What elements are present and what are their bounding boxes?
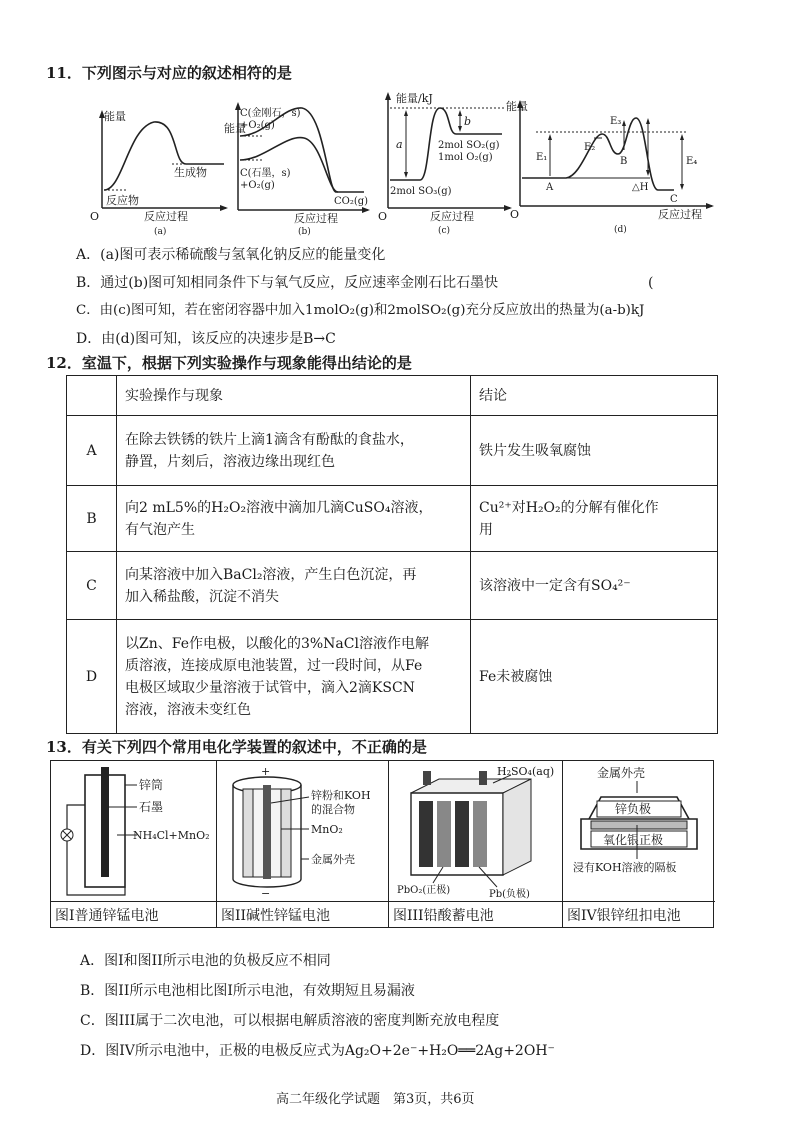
q11-option-b: B．通过(b)图可知相同条件下与氧气反应，反应速率金刚石比石墨快 [76, 275, 499, 291]
fig-d-e4: E₄ [686, 156, 698, 167]
fig3-caption: 图III铅酸蓄电池 [389, 901, 562, 927]
row-concl: Fe未被腐蚀 [471, 620, 718, 734]
row-op-line: 加入稀盐酸，沉淀不消失 [125, 588, 279, 605]
header-label-cell [67, 376, 117, 416]
fig-d-ylabel: 能量 [506, 100, 528, 113]
fig-b-product: CO₂(g) [334, 196, 369, 207]
row-op-line: 以Zn、Fe作电极，以酸化的3%NaCl溶液作电解 [125, 635, 429, 652]
row-concl: 该溶液中一定含有SO₄²⁻ [471, 552, 718, 620]
fig4-label-2: 锌负极 [615, 802, 652, 816]
fig-d-caption: (d) [614, 225, 627, 235]
q11-mark: ( [648, 275, 654, 291]
row-label: A [67, 416, 117, 486]
fig-c-ylabel: 能量/kJ [396, 92, 433, 105]
header-concl: 结论 [471, 376, 718, 416]
row-concl-line: 用 [479, 521, 493, 538]
fig1-label-2: 石墨 [139, 800, 164, 814]
row-op-line: 在除去铁锈的铁片上滴1滴含有酚酞的食盐水， [125, 431, 414, 448]
q11-option-c: C．由(c)图可知，若在密闭容器中加入1molO₂(g)和2molSO₂(g)充分反应放出的热量为(a-b)kJ [76, 303, 645, 318]
fig-c-b: b [464, 115, 472, 128]
fig-d-xlabel: 反应过程 [658, 208, 702, 221]
fig-b-mid-species-2: +O₂(g) [240, 180, 275, 191]
table-row [67, 552, 718, 620]
row-concl [471, 486, 718, 552]
row-label: C [67, 552, 117, 620]
row-op [117, 486, 471, 552]
fig-b-mid-species-1: C(石墨，s) [240, 168, 291, 179]
battery-fig-4 [563, 761, 715, 927]
battery-figures [50, 760, 714, 928]
table-header-row [67, 376, 718, 416]
row-concl-line: Cu²⁺对H₂O₂的分解有催化作 [479, 499, 659, 516]
q12-table [66, 375, 718, 734]
question-11-title: 11．下列图示与对应的叙述相符的是 [46, 64, 292, 82]
battery-fig-1 [51, 761, 217, 927]
row-op-line: 有气泡产生 [125, 521, 195, 538]
table-row [67, 620, 718, 734]
silver-zinc-button-battery-diagram [567, 763, 711, 901]
table-row [67, 416, 718, 486]
battery-fig-2 [217, 761, 389, 927]
fig-d-A: A [546, 182, 554, 193]
energy-diagram-d [506, 98, 716, 236]
fig2-label-1a: 锌粉和KOH [311, 789, 371, 802]
question-13-title: 13．有关下列四个常用电化学装置的叙述中，不正确的是 [46, 738, 427, 756]
fig-d-dH: △H [632, 182, 649, 193]
fig-a-reactant: 反应物 [106, 194, 139, 207]
row-op-line: 溶液，溶液未变红色 [125, 701, 251, 718]
fig2-label-3: 金属外壳 [311, 853, 355, 866]
page-footer: 高二年级化学试题 第3页，共6页 [276, 1092, 475, 1107]
row-label: D [67, 620, 117, 734]
fig4-label-1: 金属外壳 [597, 766, 646, 780]
q11-option-d: D．由(d)图可知，该反应的决速步是B→C [76, 331, 336, 347]
fig2-label-1b: 的混合物 [311, 803, 355, 816]
fig2-minus: − [261, 887, 271, 900]
fig-a-xlabel: 反应过程 [144, 210, 188, 223]
fig2-label-2: MnO₂ [311, 823, 343, 836]
fig-c-xlabel: 反应过程 [430, 210, 474, 223]
zinc-manganese-battery-diagram [55, 765, 213, 899]
fig-b-ylabel: 能量 [224, 122, 246, 135]
fig-c-a: a [396, 138, 403, 151]
fig-b-xlabel: 反应过程 [294, 212, 338, 225]
q13-option-d: D．图IV所示电池中，正极的电极反应式为Ag₂O+2e⁻+H₂O══2Ag+2OH⁻ [80, 1043, 555, 1059]
fig1-label-1: 锌筒 [139, 778, 164, 792]
energy-diagram-a [88, 108, 228, 236]
header-op: 实验操作与现象 [117, 376, 471, 416]
alkaline-battery-diagram [221, 763, 385, 901]
row-op-line: 质溶液，连接成原电池装置，过一段时间，从Fe [125, 657, 423, 674]
q13-option-b: B．图II所示电池相比图I所示电池，有效期短且易漏液 [80, 983, 415, 999]
row-op [117, 416, 471, 486]
fig-b-top-species-1: C(金刚石，s) [240, 108, 301, 119]
fig4-label-4: 浸有KOH溶液的隔板 [573, 861, 677, 874]
fig-c-top-species-2: 1mol O₂(g) [438, 152, 493, 163]
table-row [67, 486, 718, 552]
fig-a-ylabel: 能量 [104, 110, 126, 123]
fig-c-bottom-species: 2mol SO₃(g) [390, 186, 452, 197]
fig2-caption: 图II碱性锌锰电池 [217, 901, 388, 927]
q13-option-a: A．图I和图II所示电池的负极反应不相同 [80, 953, 331, 969]
fig-a-product: 生成物 [174, 166, 207, 179]
fig-b-caption: (b) [298, 227, 311, 236]
fig-c-top-species-1: 2mol SO₂(g) [438, 140, 500, 151]
q13-option-c: C．图III属于二次电池，可以根据电解质溶液的密度判断充放电程度 [80, 1013, 500, 1029]
row-op-line: 向某溶液中加入BaCl₂溶液，产生白色沉淀，再 [125, 566, 417, 583]
question-12-title: 12．室温下，根据下列实验操作与现象能得出结论的是 [46, 354, 412, 372]
q11-option-a: A．(a)图可表示稀硫酸与氢氧化钠反应的能量变化 [76, 247, 386, 263]
fig1-label-3: NH₄Cl+MnO₂ [133, 829, 210, 842]
fig-d-e3: E₃ [610, 116, 622, 127]
fig-d-C: C [670, 194, 678, 205]
row-op-line: 向2 mL5%的H₂O₂溶液中滴加几滴CuSO₄溶液， [125, 499, 433, 516]
fig2-plus: + [261, 765, 271, 778]
fig1-caption: 图I普通锌锰电池 [51, 901, 216, 927]
battery-fig-3 [389, 761, 563, 927]
fig4-caption: 图IV银锌纽扣电池 [563, 901, 715, 927]
fig-c-origin: O [378, 210, 388, 223]
energy-diagram-b [224, 100, 370, 236]
fig-d-e1: E₁ [536, 152, 548, 163]
row-op-line: 电极区域取少量溶液于试管中，滴入2滴KSCN [125, 679, 415, 696]
lead-acid-battery-diagram [393, 763, 559, 901]
row-concl: 铁片发生吸氧腐蚀 [471, 416, 718, 486]
fig-d-origin: O [510, 208, 520, 221]
fig-d-e2: E₂ [584, 142, 596, 153]
fig-a-origin: O [90, 210, 100, 223]
row-op-line: 静置，片刻后，溶液边缘出现红色 [125, 453, 335, 470]
row-label: B [67, 486, 117, 552]
fig3-label-3: Pb(负极) [489, 889, 530, 900]
row-op [117, 552, 471, 620]
fig-c-caption: (c) [438, 226, 451, 236]
fig4-label-3: 氧化银正极 [603, 833, 664, 847]
fig3-label-1: H₂SO₄(aq) [497, 765, 555, 778]
row-op [117, 620, 471, 734]
fig-d-B: B [620, 156, 628, 167]
energy-diagram-c [376, 90, 512, 236]
fig-b-top-species-2: +O₂(g) [240, 120, 275, 131]
fig3-label-2: PbO₂(正极) [397, 885, 451, 896]
fig-a-caption: (a) [154, 227, 167, 236]
